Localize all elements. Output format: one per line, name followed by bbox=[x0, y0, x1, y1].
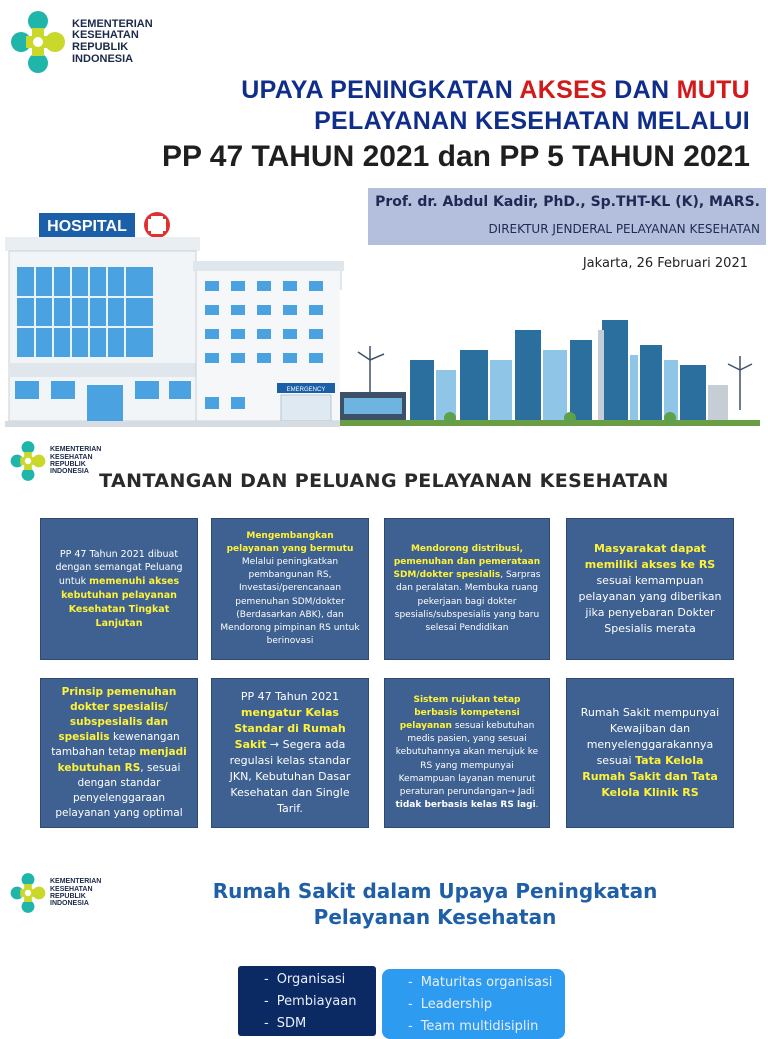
card-3-highlight: Mendorong distribusi, pemenuhan dan pemerataan SDM/dokter spesialis bbox=[393, 544, 541, 581]
section-2-title: TANTANGAN DAN PELUANG PELAYANAN KESEHATAN bbox=[99, 470, 669, 492]
card-1-highlight: memenuhi akses kebutuhan pelayanan Kesehatan Tingkat Lanjutan bbox=[61, 576, 180, 629]
logo-line-3: REPUBLIK bbox=[50, 461, 86, 468]
logo-line-4: INDONESIA bbox=[50, 900, 89, 908]
logo-line-4: INDONESIA bbox=[72, 52, 134, 65]
logo-line-1: KEMENTERIAN bbox=[72, 17, 153, 30]
list-item: - Leadership bbox=[410, 994, 565, 1016]
section-3-title-line-1: Rumah Sakit dalam Upaya Peningkatan bbox=[212, 879, 658, 903]
hospital-sign: HOSPITAL bbox=[47, 218, 127, 235]
card-5-text-2: , sesuai dengan standar penyelenggaraan pelayanan yang optimal bbox=[55, 761, 183, 820]
list-item: - Pembiayaan bbox=[266, 991, 376, 1013]
title-mutu: MUTU bbox=[676, 76, 750, 104]
logo-line-4: INDONESIA bbox=[50, 468, 89, 476]
card-6-text-1: PP 47 Tahun 2021 bbox=[240, 690, 340, 704]
card-4-text: sesuai kemampuan pelayanan yang diberikan jika penyebaran Dokter Spesialis merata bbox=[578, 574, 722, 635]
emergency-sign: EMERGENCY bbox=[286, 387, 326, 393]
title-prefix: UPAYA PENINGKATAN bbox=[241, 76, 520, 104]
left-items-box bbox=[238, 966, 376, 1036]
cover-title-line-3: PP 47 TAHUN 2021 dan PP 5 TAHUN 2021 bbox=[161, 140, 750, 173]
right-items-box bbox=[382, 969, 565, 1039]
logo-line-2: KESEHATAN bbox=[72, 29, 139, 42]
cover-title-line-2: PELAYANAN KESEHATAN MELALUI bbox=[314, 107, 750, 135]
logo-line-3: REPUBLIK bbox=[50, 893, 86, 900]
card-2-highlight: Mengembangkan pelayanan yang bermutu bbox=[226, 531, 354, 555]
presentation-date: Jakarta, 26 Februari 2021 bbox=[582, 256, 748, 271]
title-dan: DAN bbox=[607, 76, 677, 104]
card-1 bbox=[40, 518, 198, 660]
hospital-illustration bbox=[5, 205, 345, 433]
logo-line-2: KESEHATAN bbox=[50, 453, 93, 461]
logo-line-3: REPUBLIK bbox=[72, 41, 129, 53]
card-8-highlight: Tata Kelola Rumah Sakit dan Tata Kelola Klinik RS bbox=[582, 754, 718, 799]
title-akses: AKSES bbox=[519, 76, 608, 104]
kemenkes-logo bbox=[10, 10, 153, 74]
card-3-text: , Sarpras dan peralatan. Membuka ruang pekerjaan bagi dokter spesialis/subspesialis yang baru selesai Pendidikan bbox=[394, 570, 541, 633]
card-4 bbox=[566, 518, 734, 660]
card-1-text: PP 47 Tahun 2021 dibuat dengan semangat Peluang untuk bbox=[55, 548, 183, 588]
card-5-highlight-2: menjadi kebutuhan RS bbox=[57, 746, 187, 774]
cover-title-line-1 bbox=[241, 76, 750, 105]
card-6-highlight: mengatur Kelas Standar di Rumah Sakit bbox=[234, 706, 346, 752]
card-5-highlight-1: Prinsip pemenuhan dokter spesialis/ subspesialis dan spesialis bbox=[58, 685, 177, 744]
kemenkes-logo-small bbox=[10, 872, 101, 914]
card-4-highlight: Masyarakat dapat memiliki akses ke RS bbox=[584, 542, 716, 572]
logo-line-1: KEMENTERIAN bbox=[50, 446, 102, 454]
city-illustration bbox=[340, 290, 760, 434]
kemenkes-emblem-icon bbox=[10, 872, 46, 914]
section-3-title bbox=[180, 878, 690, 930]
card-7-text-2: . bbox=[535, 799, 539, 810]
author-title: DIREKTUR JENDERAL PELAYANAN KESEHATAN bbox=[488, 222, 760, 236]
kemenkes-emblem-icon bbox=[10, 10, 66, 74]
card-7-highlight: Sistem rujukan tetap berbasis kompetensi pelayanan bbox=[399, 695, 521, 732]
author-box bbox=[368, 188, 766, 245]
card-6 bbox=[211, 678, 369, 828]
card-8-text: Rumah Sakit mempunyai Kewajiban dan menyelenggarakannya sesuai bbox=[580, 706, 720, 767]
card-7-text-1: sesuai kebutuhan medis pasien, yang sesuai kebutuhannya akan merujuk ke RS yang mempunyai Kemampuan layanan menurut peraturan perundangan→ Jadi bbox=[395, 721, 539, 797]
card-7-bold: tidak berbasis kelas RS lagi bbox=[395, 799, 536, 810]
card-3 bbox=[384, 518, 550, 660]
author-name: Prof. dr. Abdul Kadir, PhD., Sp.THT-KL (K), MARS. bbox=[375, 194, 760, 210]
section-3-title-line-2: Pelayanan Kesehatan bbox=[313, 905, 557, 929]
card-6-text-2: → Segera ada regulasi kelas standar JKN, Kebutuhan Dasar Kesehatan dan Single Tarif. bbox=[229, 738, 351, 815]
card-5-text-1: kewenangan tambahan tetap bbox=[51, 731, 180, 759]
card-8 bbox=[566, 678, 734, 828]
list-item: - Maturitas organisasi bbox=[410, 972, 565, 994]
card-2 bbox=[211, 518, 369, 660]
logo-line-1: KEMENTERIAN bbox=[50, 878, 102, 886]
card-5 bbox=[40, 678, 198, 828]
logo-line-2: KESEHATAN bbox=[50, 885, 93, 893]
card-2-text: Melalui peningkatkan pembangunan RS, Investasi/perencanaan pemenuhan SDM/dokter (Berdasarkan ABK), dan Mendorong pimpinan RS untuk berinovasi bbox=[220, 557, 360, 646]
card-7 bbox=[384, 678, 550, 828]
list-item: - SDM bbox=[266, 1013, 376, 1035]
list-item: - Organisasi bbox=[266, 969, 376, 991]
list-item: - Team multidisiplin bbox=[410, 1016, 565, 1038]
